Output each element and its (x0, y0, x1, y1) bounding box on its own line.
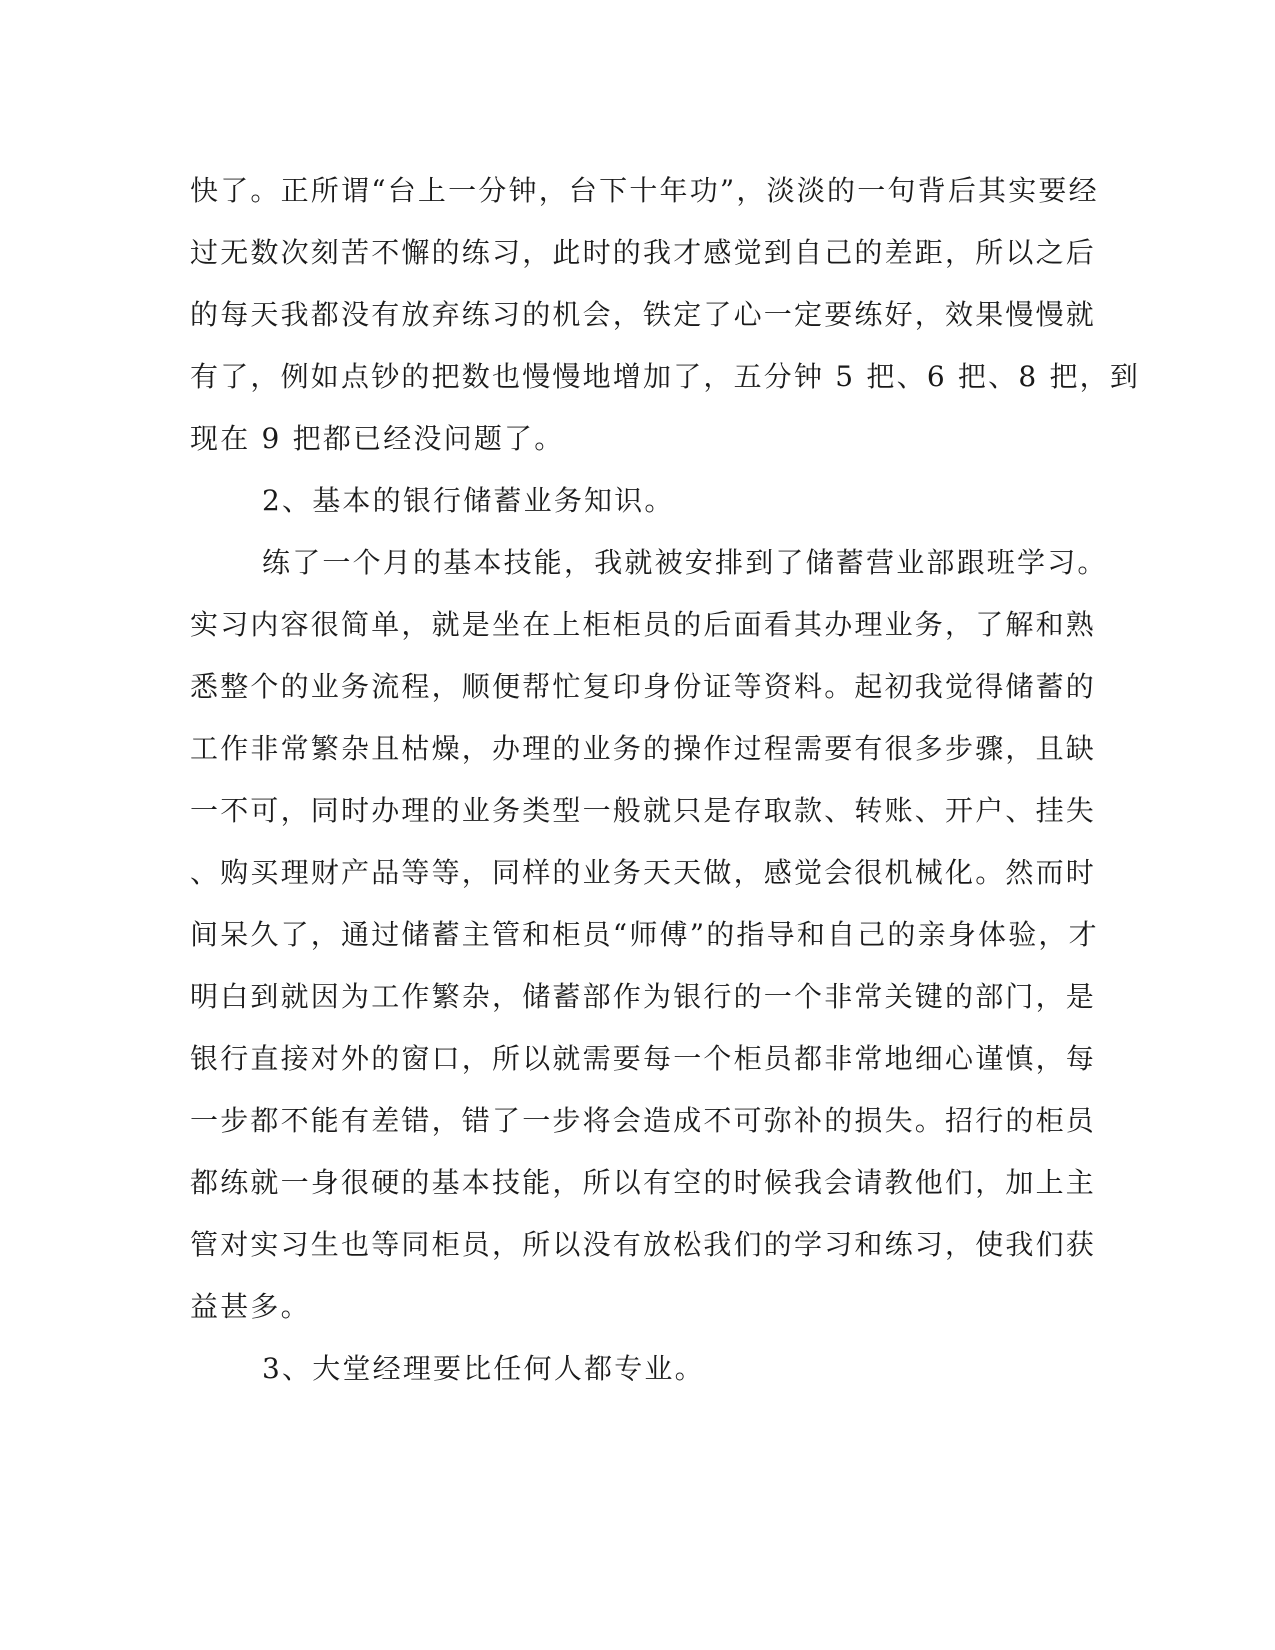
text-line: 实习内容很简单，就是坐在上柜柜员的后面看其办理业务，了解和熟 (190, 608, 1097, 641)
text-line: 管对实习生也等同柜员，所以没有放松我们的学习和练习，使我们获 (190, 1228, 1097, 1261)
text-line: 间呆久了，通过储蓄主管和柜员“师傅”的指导和自己的亲身体验，才 (190, 918, 1099, 951)
section-heading-2: 2、基本的银行储蓄业务知识。 (262, 484, 675, 517)
text-line: 银行直接对外的窗口，所以就需要每一个柜员都非常地细心谨慎，每 (190, 1042, 1097, 1075)
text-line: 一步都不能有差错，错了一步将会造成不可弥补的损失。招行的柜员 (190, 1104, 1097, 1137)
text-line: 、购买理财产品等等，同样的业务天天做，感觉会很机械化。然而时 (190, 856, 1097, 889)
paragraph-first-line: 练了一个月的基本技能，我就被安排到了储蓄营业部跟班学习。 (262, 546, 1108, 579)
text-line: 益甚多。 (190, 1290, 311, 1323)
text-line: 现在 9 把都已经没问题了。 (190, 422, 565, 455)
text-line: 过无数次刻苦不懈的练习，此时的我才感觉到自己的差距，所以之后 (190, 236, 1097, 269)
text-line: 的每天我都没有放弃练习的机会，铁定了心一定要练好，效果慢慢就 (190, 298, 1097, 331)
text-line: 工作非常繁杂且枯燥，办理的业务的操作过程需要有很多步骤，且缺 (190, 732, 1097, 765)
text-line: 明白到就因为工作繁杂，储蓄部作为银行的一个非常关键的部门，是 (190, 980, 1097, 1013)
text-line: 快了。正所谓“台上一分钟，台下十年功”，淡淡的一句背后其实要经 (190, 174, 1099, 207)
text-line: 一不可，同时办理的业务类型一般就只是存取款、转账、开户、挂失 (190, 794, 1097, 827)
text-line: 都练就一身很硬的基本技能，所以有空的时候我会请教他们，加上主 (190, 1166, 1097, 1199)
text-line: 悉整个的业务流程，顺便帮忙复印身份证等资料。起初我觉得储蓄的 (190, 670, 1097, 703)
section-heading-3: 3、大堂经理要比任何人都专业。 (262, 1352, 705, 1385)
body-text (190, 160, 1141, 1400)
text-line: 有了，例如点钞的把数也慢慢地增加了，五分钟 5 把、6 把、8 把，到 (190, 360, 1141, 393)
